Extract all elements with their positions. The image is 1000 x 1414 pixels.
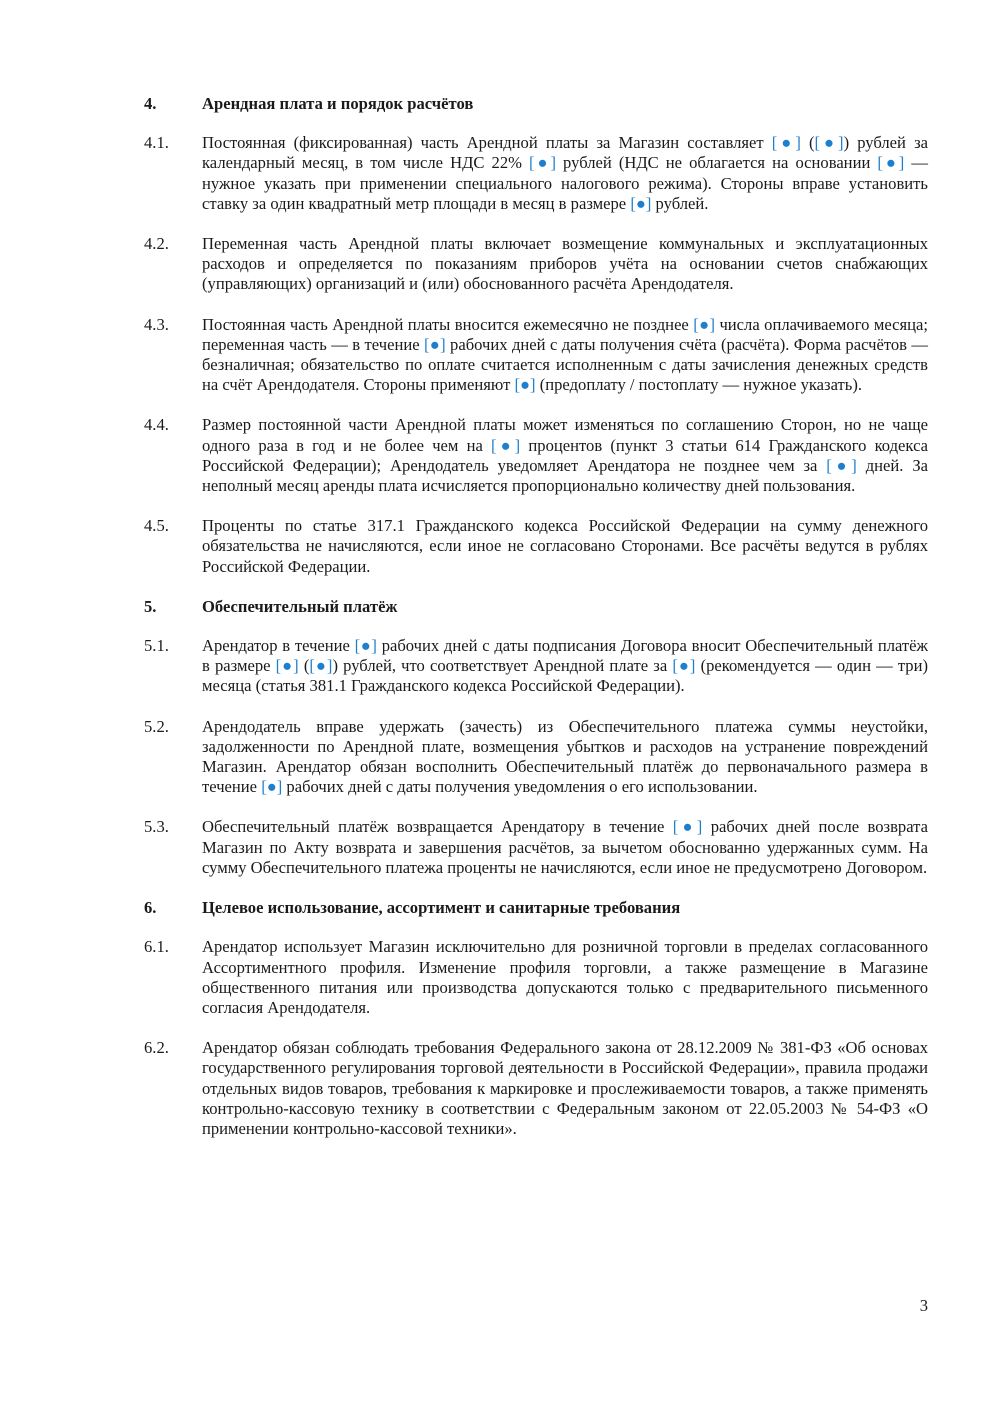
section-title: Обеспечительный платёж [202,596,398,616]
placeholder-marker: [●] [630,193,652,213]
clause-text-segment: рабочих дней с даты получения уведомления о его использовании. [282,777,758,797]
placeholder-marker: [●] [693,314,715,334]
section-heading [144,597,928,617]
clause [144,415,928,496]
placeholder-marker: [●] [514,375,536,395]
clause-text-segment: Арендатор в течение [202,636,355,656]
section-title: Целевое использование, ассортимент и санитарные требования [202,898,681,918]
clause-text-segment: Постоянная часть Арендной платы вносится ежемесячно не позднее [202,314,694,334]
placeholder-marker: [●] [275,656,299,676]
clause-number: 4.1. [144,133,169,153]
clause-text-segment: Обеспечительный платёж возвращается Арендатору в течение [202,817,673,837]
placeholder-marker: [●] [877,153,905,173]
section-heading [144,898,928,918]
clause-text [202,415,928,496]
placeholder-marker: [●] [261,777,283,797]
clause-text-segment: процентов (пункт 3 статьи 614 Гражданского кодекса Российской Федерации); Арендодатель уведомляет Арендатора не позднее чем за [202,435,929,475]
placeholder-marker: [●] [529,153,556,173]
clause-text [202,133,928,214]
clause-text-segment: Проценты по статье 317.1 Гражданского кодекса Российской Федерации на сумму денежного обязательства не начисляются, если иное не согласовано Сторонами. Все расчёты ведутся в рублях Российской Федерации. [202,516,928,576]
clause-text-segment: (рекомендуется — один — три) месяца (статья 381.1 Гражданского кодекса Российской Федерации). [202,656,928,696]
clause-number: 4.4. [144,415,169,435]
clause [144,817,928,878]
placeholder-marker: [●] [826,455,857,475]
clause-text-segment: Арендодатель вправе удержать (зачесть) из Обеспечительного платежа суммы неустойки, задолженности по Арендной плате, возмещения убытков и расходов на устранение повреждений Магазин. Арендатор обязан восполнить Обеспечительный платёж до первоначального размера в течение [202,716,928,797]
clause-text-segment: Переменная часть Арендной платы включает возмещение коммунальных и эксплуатационных расходов и определяется по показаниям приборов учёта на основании счетов снабжающих (управляющих) организаций и (или) обоснованного расчёта Арендодателя. [202,234,928,294]
clause [144,1038,928,1139]
clause-text-segment: Арендатор обязан соблюдать требования Федерального закона от 28.12.2009 № 381-ФЗ «Об основах государственного регулирования торговой деятельности в Российской Федерации», правила продажи отдельных видов товаров, требования к маркировке и прослеживаемости товаров, а также применять контрольно-кассовую технику в соответствии с Федеральным законом от 22.05.2003 № 54-ФЗ «О применении контрольно-кассовой техники». [202,1038,928,1138]
clause [144,717,928,798]
placeholder-marker: [●] [491,435,521,455]
clause-text-segment: рабочих дней с даты подписания Договора вносит Обеспечительный платёж в размере [202,636,928,676]
clause-text-segment: — нужное указать при применении специального налогового режима). Стороны вправе установить ставку за один квадратный метр площади в месяц в размере [202,153,928,213]
placeholder-marker: [●] [771,133,801,153]
clause-text-segment: рублей. [651,193,709,213]
clause [144,516,928,577]
clause-text-segment: ( [298,656,310,676]
clause-text-segment: рабочих дней после возврата Магазин по Акту возврата и завершения расчётов, за вычетом обоснованно удержанных сумм. На сумму Обеспечительного платежа проценты не начисляются, если иное не предусмотрено Договором. [202,817,928,877]
clause-text-segment: ) рублей, что соответствует Арендной плате за [332,656,673,676]
page-number: 3 [919,1296,928,1315]
clause [144,937,928,1018]
clause-number: 6.1. [144,937,169,957]
clause-text-segment: дней. За неполный месяц аренды плата исчисляется пропорционально количеству дней пользования. [202,455,929,496]
placeholder-marker: [●] [424,334,446,354]
clause-text [202,717,928,798]
document-content [144,94,928,1159]
clause-text-segment: Размер постоянной части Арендной платы может изменяться по соглашению Сторон, но не чаще одного раза в год и не более чем на [202,415,928,455]
clause [144,315,928,396]
section-heading [144,94,928,114]
clause-text [202,1038,928,1139]
clause-text [202,234,928,295]
clause-text [202,636,928,697]
clause-text-segment: рабочих дней с даты получения счёта (расчёта). Форма расчётов — безналичная; обязательство по оплате считается исполненным с даты зачисления денежных средств на счёт Арендодателя. Стороны применяют [202,334,929,395]
clause-text [202,817,928,878]
section-title: Арендная плата и порядок расчётов [202,94,474,113]
clause-number: 4.2. [144,234,169,254]
clause-number: 5.3. [144,817,169,837]
clause-number: 6.2. [144,1038,169,1058]
clause-text-segment: Арендатор использует Магазин исключительно для розничной торговли в пределах согласованного Ассортиментного профиля. Изменение профиля торговли, а также размещение в Магазине общественного питания или производства допускаются только с предварительного письменного согласия Арендодателя. [202,937,928,1017]
section-number: 4. [144,94,157,113]
clause-text-segment: ( [800,133,815,153]
clause-number: 4.5. [144,516,169,536]
clause-number: 5.1. [144,636,169,656]
clause-number: 5.2. [144,716,169,736]
clause-text [202,315,928,396]
clause-text-segment: рублей (НДС не облагается на основании [555,153,878,173]
placeholder-marker: [●] [309,656,333,676]
clause [144,133,928,214]
clause-text [202,937,928,1018]
clause-text [202,516,928,577]
clause-text-segment: ) рублей за календарный месяц, в том числе НДС 22% [202,133,928,173]
clause [144,234,928,295]
placeholder-marker: [●] [672,656,696,676]
section-number: 5. [144,596,157,616]
clause-text-segment: Постоянная (фиксированная) часть Арендной платы за Магазин составляет [202,133,772,153]
placeholder-marker: [●] [814,133,844,153]
section-number: 6. [144,898,157,918]
placeholder-marker: [●] [672,817,703,837]
clause-text-segment: числа оплачиваемого месяца; переменная часть — в течение [202,314,928,354]
clause-text-segment: (предоплату / постоплату — нужное указать). [535,375,863,395]
clause-number: 4.3. [144,314,169,334]
placeholder-marker: [●] [354,636,377,656]
clause [144,636,928,697]
